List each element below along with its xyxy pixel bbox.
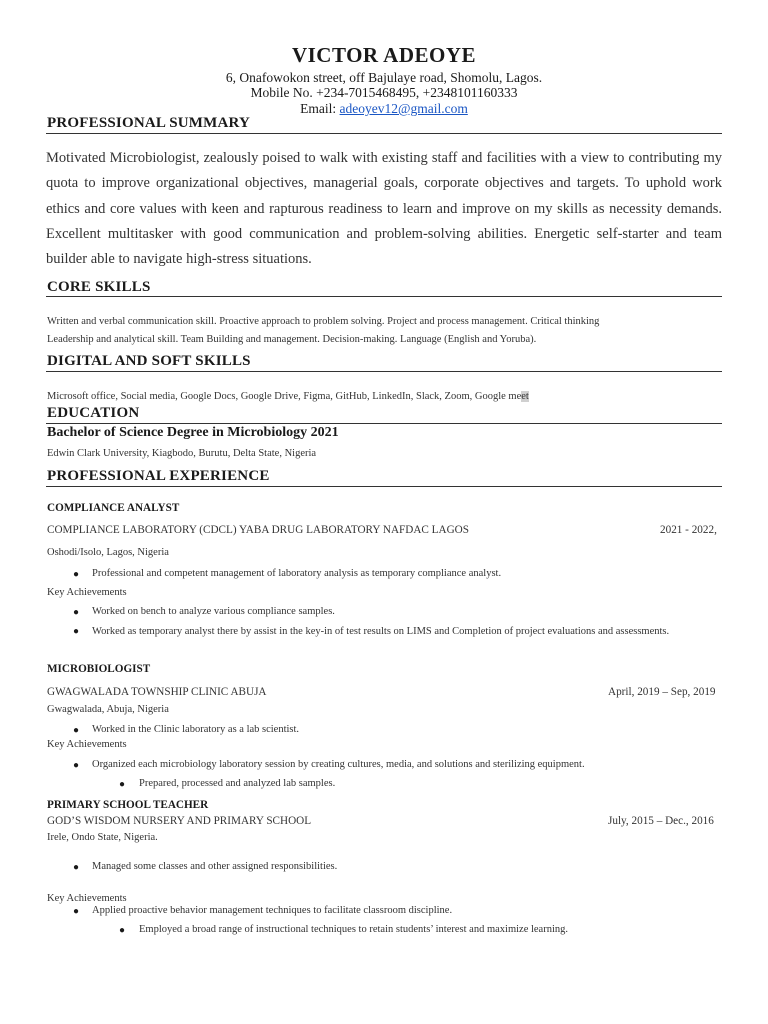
section-divider [46, 486, 722, 487]
key-achievements-label: Key Achievements [47, 893, 127, 904]
job-date: July, 2015 – Dec., 2016 [608, 815, 714, 827]
key-achievements-label: Key Achievements [47, 587, 127, 598]
core-skills-line-2: Leadership and analytical skill. Team Building and management. Decision-making. Language (English and Yoruba). [47, 334, 537, 345]
job-location: Gwagwalada, Abuja, Nigeria [47, 704, 169, 715]
achievement-item: Organized each microbiology laboratory session by creating cultures, media, and solutions and sterilizing equipment. [92, 759, 585, 770]
job-duty: Professional and competent management of laboratory analysis as temporary compliance analyst. [92, 568, 502, 579]
professional-summary-text: Motivated Microbiologist, zealously poised to walk with existing staff and facilities with a view to contributing my quota to improve organizational objectives, managerial goals, corporate objectives and targets. To uphold work ethics and core values with keen and rapturous readiness to learn and improve on my skills as necessity demands. Excellent multitasker with good communication and problem-solving abilities. Energetic self-starter and team builder able to navigate high-stress situations. [46, 150, 722, 268]
section-divider [46, 133, 722, 134]
job-location: Irele, Ondo State, Nigeria. [47, 832, 158, 843]
achievement-item: Employed a broad range of instructional techniques to retain students’ interest and maximize learning. [139, 924, 569, 935]
digital-skills-main: Microsoft office, Social media, Google Docs, Google Drive, Figma, GitHub, LinkedIn, Slack, Zoom, Google me [47, 391, 522, 402]
resume-name: VICTOR ADEOYE [291, 43, 477, 67]
job-date: April, 2019 – Sep, 2019 [608, 686, 716, 698]
core-skills-line-1: Written and verbal communication skill. Proactive approach to problem solving. Project and process management. Critical thinking [47, 316, 600, 327]
professional-summary-heading: PROFESSIONAL SUMMARY [47, 115, 251, 131]
job-organization: GOD’S WISDOM NURSERY AND PRIMARY SCHOOL [47, 815, 312, 827]
bullet-icon: ● [119, 925, 126, 936]
job-title: PRIMARY SCHOOL TEACHER [47, 799, 209, 811]
address-line: 6, Onafowokon street, off Bajulaye road, Shomolu, Lagos. [225, 70, 543, 85]
email-link[interactable]: adeoyev12@gmail.com [339, 101, 468, 116]
section-divider [46, 423, 722, 424]
experience-heading: PROFESSIONAL EXPERIENCE [47, 468, 270, 484]
email-line [0, 101, 768, 116]
degree-title: Bachelor of Science Degree in Microbiology 2021 [47, 425, 339, 440]
section-divider [46, 371, 722, 372]
institution: Edwin Clark University, Kiagbodo, Burutu, Delta State, Nigeria [47, 448, 317, 459]
bullet-icon: ● [73, 569, 80, 580]
job-title: MICROBIOLOGIST [47, 663, 151, 675]
digital-skills-text [47, 391, 529, 402]
achievement-item: Worked on bench to analyze various compliance samples. [92, 606, 335, 617]
job-title: COMPLIANCE ANALYST [47, 502, 180, 514]
job-duty: Worked in the Clinic laboratory as a lab scientist. [92, 724, 300, 735]
job-location: Oshodi/Isolo, Lagos, Nigeria [47, 547, 169, 558]
key-achievements-label: Key Achievements [47, 739, 127, 750]
job-organization: COMPLIANCE LABORATORY (CDCL) YABA DRUG LABORATORY NAFDAC LAGOS [47, 524, 469, 536]
achievement-item: Prepared, processed and analyzed lab samples. [139, 778, 336, 789]
job-organization: GWAGWALADA TOWNSHIP CLINIC ABUJA [47, 686, 267, 698]
core-skills-heading: CORE SKILLS [47, 279, 151, 295]
job-date: 2021 - 2022, [660, 524, 717, 536]
email-label: Email: [300, 101, 337, 116]
bullet-icon: ● [73, 906, 80, 917]
bullet-icon: ● [73, 607, 80, 618]
job-duty: Managed some classes and other assigned responsibilities. [92, 861, 338, 872]
bullet-icon: ● [119, 779, 126, 790]
text-selection-highlight: et [521, 391, 529, 402]
achievement-item: Worked as temporary analyst there by assist in the key-in of test results on LIMS and Completion of project evaluations and assessments. [92, 626, 670, 637]
education-heading: EDUCATION [47, 405, 140, 421]
bullet-icon: ● [73, 626, 80, 637]
bullet-icon: ● [73, 725, 80, 736]
mobile-line: Mobile No. +234-7015468495, +2348101160333 [250, 85, 518, 100]
digital-skills-heading: DIGITAL AND SOFT SKILLS [47, 353, 251, 369]
bullet-icon: ● [73, 862, 80, 873]
bullet-icon: ● [73, 760, 80, 771]
achievement-item: Applied proactive behavior management techniques to facilitate classroom discipline. [92, 905, 453, 916]
section-divider [46, 296, 722, 297]
